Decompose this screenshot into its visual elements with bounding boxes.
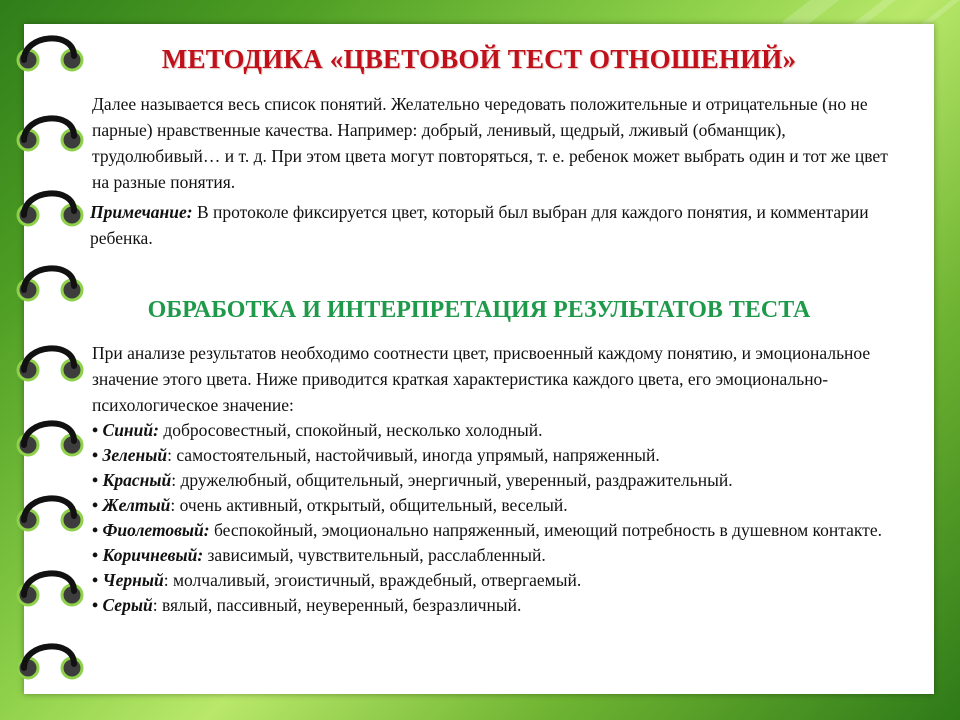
color-description: добросовестный, спокойный, несколько холодный.: [158, 420, 543, 440]
color-name: Черный: [102, 570, 164, 590]
color-name: Коричневый:: [102, 545, 204, 565]
color-description: : молчаливый, эгоистичный, враждебный, отвергаемый.: [163, 570, 582, 590]
note-label: Примечание:: [90, 202, 193, 222]
color-description: : вялый, пассивный, неуверенный, безразличный.: [152, 595, 522, 615]
list-item: [92, 493, 912, 518]
list-item: [92, 518, 912, 543]
color-meaning-list: [92, 418, 912, 618]
list-item: [92, 543, 912, 568]
color-description: зависимый, чувствительный, расслабленный.: [203, 545, 546, 565]
list-item: [92, 593, 912, 618]
list-item: [92, 418, 912, 443]
color-name: Серый: [102, 595, 153, 615]
slide-content: [24, 24, 934, 694]
color-name: Зеленый: [102, 445, 168, 465]
color-description: беспокойный, эмоционально напряженный, имеющий потребность в душевном контакте.: [209, 520, 882, 540]
bullet-icon: •: [92, 495, 99, 515]
color-name: Красный: [102, 470, 172, 490]
bullet-icon: •: [92, 470, 99, 490]
color-name: Синий:: [102, 420, 159, 440]
color-description: : дружелюбный, общительный, энергичный, уверенный, раздражительный.: [171, 470, 733, 490]
note-paragraph: [90, 199, 880, 251]
bullet-icon: •: [92, 445, 99, 465]
analysis-paragraph: При анализе результатов необходимо соотнести цвет, присвоенный каждому понятию, и эмоциональное значение этого цвета. Ниже приводится краткая характеристика каждого цвета, его эмоционально-психологическое значение:: [92, 343, 871, 415]
intro-paragraph: Далее называется весь список понятий. Желательно чередовать положительные и отрицательные (но не парные) нравственные качества. Например: добрый, ленивый, щедрый, лживый (обманщик), трудолюбивый… и т. д. При этом цвета могут повторяться, т. е. ребенок может выбрать один и тот же цвет на разные понятия.: [92, 94, 888, 192]
bullet-icon: •: [92, 520, 99, 540]
list-item: [92, 443, 912, 468]
page-title: МЕТОДИКА «ЦВЕТОВОЙ ТЕСТ ОТНОШЕНИЙ»: [161, 44, 797, 74]
list-item: [92, 568, 912, 593]
color-description: : очень активный, открытый, общительный, веселый.: [170, 495, 568, 515]
bullet-icon: •: [92, 595, 99, 615]
bullet-icon: •: [92, 570, 99, 590]
section-title: ОБРАБОТКА И ИНТЕРПРЕТАЦИЯ РЕЗУЛЬТАТОВ ТЕСТА: [147, 297, 811, 323]
bullet-icon: •: [92, 420, 99, 440]
color-description: : самостоятельный, настойчивый, иногда упрямый, напряженный.: [167, 445, 660, 465]
list-item: [92, 468, 912, 493]
color-name: Фиолетовый:: [102, 520, 210, 540]
color-name: Желтый: [102, 495, 171, 515]
note-text: В протоколе фиксируется цвет, который был выбран для каждого понятия, и комментарии ребенка.: [90, 202, 869, 248]
bullet-icon: •: [92, 545, 99, 565]
